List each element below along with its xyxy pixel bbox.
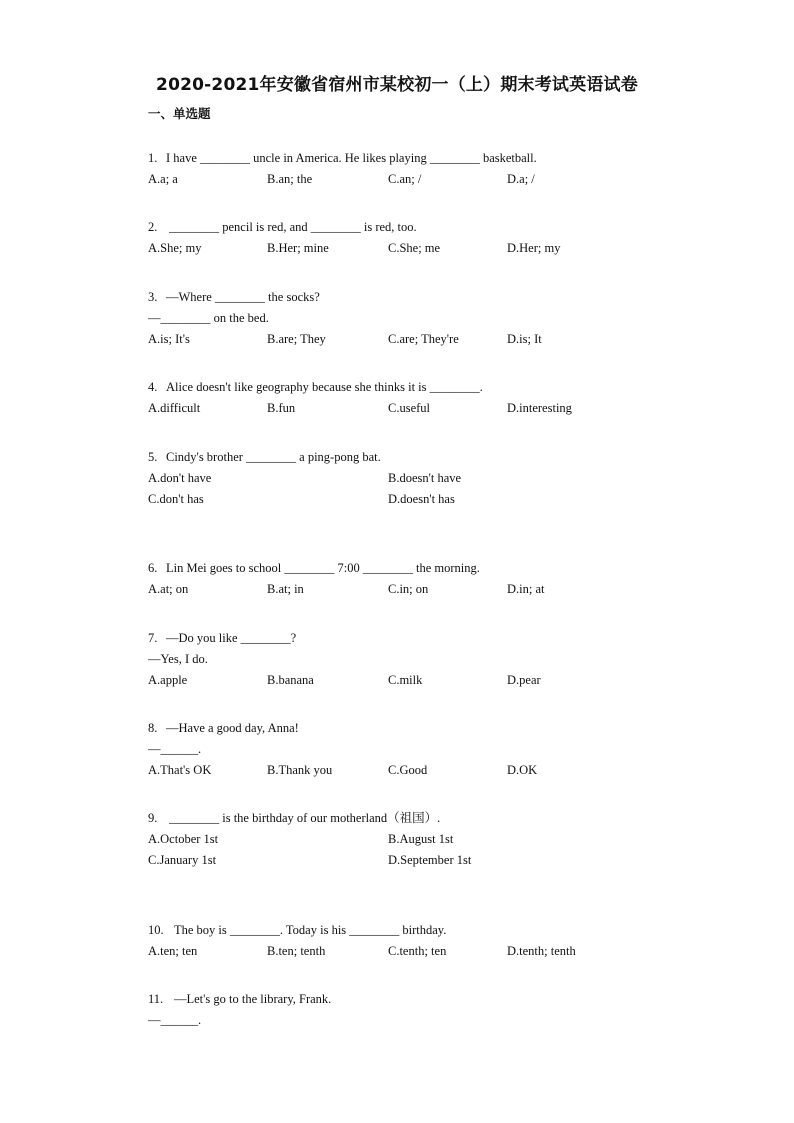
question-text-line-2: —Yes, I do. — [148, 652, 208, 666]
question-number: 2. — [148, 220, 158, 234]
option-a[interactable]: A.don't have — [148, 471, 212, 485]
question-text: —Let's go to the library, Frank. — [174, 992, 332, 1006]
option-a[interactable]: A.That's OK — [148, 763, 212, 777]
question-10 — [148, 920, 748, 962]
question-5 — [148, 447, 748, 510]
option-b[interactable]: B.banana — [267, 673, 314, 687]
question-stem — [148, 920, 748, 941]
option-d[interactable]: D.tenth; tenth — [507, 944, 576, 958]
options-row — [148, 238, 748, 259]
question-number: 8. — [148, 721, 158, 735]
option-d[interactable]: D.pear — [507, 673, 541, 687]
option-a[interactable]: A.She; my — [148, 241, 202, 255]
question-stem — [148, 558, 748, 579]
option-a[interactable]: A.a; a — [148, 172, 178, 186]
option-c[interactable]: C.in; on — [388, 582, 429, 596]
option-c[interactable]: C.tenth; ten — [388, 944, 447, 958]
options-row — [148, 760, 748, 781]
question-7 — [148, 628, 748, 691]
question-stem — [148, 808, 748, 829]
options-row — [148, 169, 748, 190]
question-text-line-2: —______. — [148, 1013, 202, 1027]
question-9 — [148, 808, 748, 871]
question-number: 1. — [148, 151, 158, 165]
question-text: ________ is the birthday of our motherland（祖国）. — [166, 811, 441, 825]
option-d[interactable]: D.in; at — [507, 582, 545, 596]
option-b[interactable]: B.Her; mine — [267, 241, 329, 255]
question-stem — [148, 989, 748, 1010]
question-11 — [148, 989, 748, 1031]
option-d[interactable]: D.is; It — [507, 332, 542, 346]
option-c[interactable]: C.milk — [388, 673, 423, 687]
question-text: The boy is ________. Today is his ________ birthday. — [174, 923, 447, 937]
option-c[interactable]: C.don't has — [148, 492, 204, 506]
option-d[interactable]: D.doesn't has — [388, 492, 455, 506]
question-8 — [148, 718, 748, 781]
option-b[interactable]: B.ten; tenth — [267, 944, 326, 958]
question-4 — [148, 377, 748, 419]
question-number: 6. — [148, 561, 158, 575]
question-stem — [148, 628, 748, 649]
option-c[interactable]: C.an; / — [388, 172, 422, 186]
option-a[interactable]: A.October 1st — [148, 832, 219, 846]
option-d[interactable]: D.interesting — [507, 401, 572, 415]
option-d[interactable]: D.OK — [507, 763, 538, 777]
option-d[interactable]: D.Her; my — [507, 241, 561, 255]
question-number: 9. — [148, 811, 158, 825]
question-number: 11. — [148, 992, 164, 1006]
option-a[interactable]: A.difficult — [148, 401, 201, 415]
question-text: Cindy's brother ________ a ping-pong bat. — [166, 450, 381, 464]
options-row — [148, 398, 748, 419]
question-stem — [148, 447, 748, 468]
question-3 — [148, 287, 748, 350]
question-2 — [148, 217, 748, 259]
option-c[interactable]: C.useful — [388, 401, 431, 415]
option-a[interactable]: A.is; It's — [148, 332, 190, 346]
question-number: 3. — [148, 290, 158, 304]
option-c[interactable]: C.Good — [388, 763, 428, 777]
question-text: I have ________ uncle in America. He likes playing ________ basketball. — [166, 151, 537, 165]
option-b[interactable]: B.doesn't have — [388, 471, 462, 485]
options-row — [148, 468, 748, 489]
question-text: —Have a good day, Anna! — [166, 721, 299, 735]
question-text-line-2: —________ on the bed. — [148, 311, 269, 325]
question-text-line-2: —______. — [148, 742, 202, 756]
option-c[interactable]: C.January 1st — [148, 853, 217, 867]
question-text: —Where ________ the socks? — [166, 290, 320, 304]
options-row — [148, 829, 748, 850]
option-a[interactable]: A.ten; ten — [148, 944, 198, 958]
options-row — [148, 941, 748, 962]
question-text: —Do you like ________? — [166, 631, 297, 645]
question-number: 10. — [148, 923, 164, 937]
question-text: Lin Mei goes to school ________ 7:00 ________ the morning. — [166, 561, 480, 575]
option-b[interactable]: B.an; the — [267, 172, 313, 186]
option-b[interactable]: B.August 1st — [388, 832, 454, 846]
question-1 — [148, 148, 748, 190]
option-a[interactable]: A.at; on — [148, 582, 189, 596]
option-c[interactable]: C.She; me — [388, 241, 441, 255]
option-c[interactable]: C.are; They're — [388, 332, 459, 346]
question-stem — [148, 718, 748, 739]
options-row — [148, 329, 748, 350]
option-b[interactable]: B.at; in — [267, 582, 304, 596]
option-b[interactable]: B.fun — [267, 401, 296, 415]
question-stem — [148, 217, 748, 238]
page-title: 2020-2021年安徽省宿州市某校初一（上）期末考试英语试卷 — [156, 75, 638, 95]
option-b[interactable]: B.Thank you — [267, 763, 333, 777]
options-row — [148, 579, 748, 600]
question-stem — [148, 377, 748, 398]
section-heading: 一、单选题 — [148, 106, 211, 121]
question-text: Alice doesn't like geography because she thinks it is ________. — [166, 380, 483, 394]
option-d[interactable]: D.September 1st — [388, 853, 472, 867]
question-stem — [148, 148, 748, 169]
option-a[interactable]: A.apple — [148, 673, 188, 687]
question-number: 5. — [148, 450, 158, 464]
question-number: 4. — [148, 380, 158, 394]
question-text: ________ pencil is red, and ________ is red, too. — [166, 220, 417, 234]
options-row — [148, 670, 748, 691]
question-number: 7. — [148, 631, 158, 645]
options-row — [148, 850, 748, 871]
option-b[interactable]: B.are; They — [267, 332, 326, 346]
options-row — [148, 489, 748, 510]
question-6 — [148, 558, 748, 600]
question-stem — [148, 287, 748, 308]
option-d[interactable]: D.a; / — [507, 172, 535, 186]
